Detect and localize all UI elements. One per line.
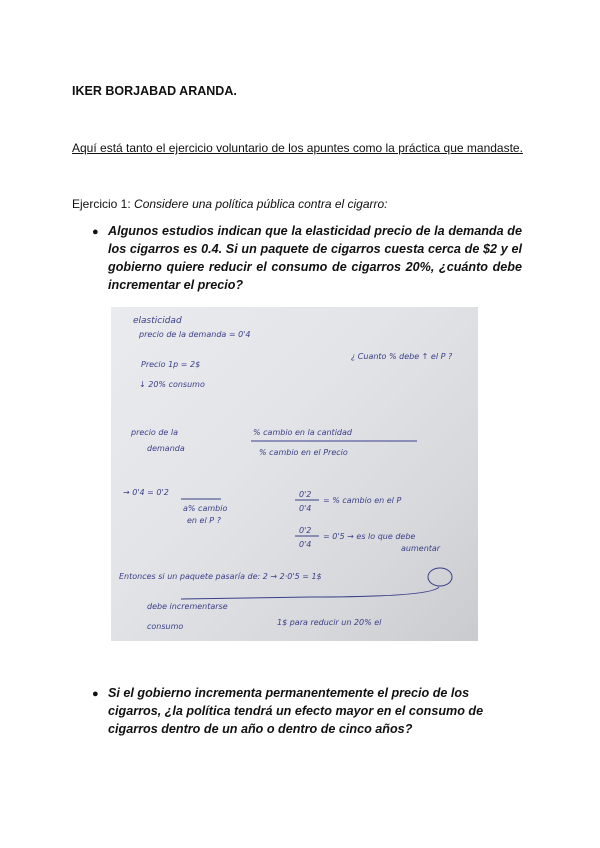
question-1: Algunos estudios indican que la elasticidad precio de la demanda de los cigarros es 0.4. Si un paquete de cigarros cuesta cerca de $2 y el gobierno quiere reducir el consumo de cigarros 20%, ¿cuánto debe incrementar el precio? bbox=[108, 224, 522, 292]
hw-line-01: elasticidad bbox=[133, 316, 182, 326]
handwritten-notes-photo bbox=[111, 307, 478, 641]
hw-line-14: 0'4 bbox=[299, 504, 312, 513]
author-name: IKER BORJABAD ARANDA. bbox=[72, 84, 237, 98]
hw-line-06: precio de la bbox=[131, 428, 179, 437]
hw-line-19: aumentar bbox=[401, 544, 441, 553]
hw-line-12: en el P ? bbox=[187, 516, 221, 525]
hw-line-15: = % cambio en el P bbox=[323, 496, 402, 505]
hw-line-16: 0'2 bbox=[299, 526, 312, 535]
hw-line-18: = 0'5 → es lo que debe bbox=[323, 532, 416, 541]
hw-line-04: ↓ 20% consumo bbox=[139, 380, 205, 389]
handwritten-notes-drawing bbox=[111, 307, 478, 641]
hw-line-11: a% cambio bbox=[183, 504, 228, 513]
hw-line-02: precio de la demanda = 0'4 bbox=[139, 330, 251, 339]
hw-line-05: ¿ Cuanto % debe ↑ el P ? bbox=[351, 352, 453, 361]
hw-line-09: % cambio en el Precio bbox=[259, 448, 348, 457]
bullet-icon: ● bbox=[92, 226, 99, 238]
hw-line-08: % cambio en la cantidad bbox=[253, 428, 352, 437]
intro-text: Aquí está tanto el ejercicio voluntario de los apuntes como la práctica que mandaste. bbox=[72, 141, 523, 155]
question-2: Si el gobierno incrementa permanentemente el precio de los cigarros, ¿la política tendrá un efecto mayor en el consumo de cigarros dentro de un año o dentro de cinco años? bbox=[108, 686, 484, 736]
hw-line-10: → 0'4 = 0'2 bbox=[123, 488, 169, 497]
hw-line-22: consumo bbox=[147, 622, 184, 631]
hw-line-23: 1$ para reducir un 20% el bbox=[277, 618, 382, 627]
hw-arrow-path bbox=[181, 587, 439, 599]
hw-line-21: debe incrementarse bbox=[147, 602, 228, 611]
exercise-heading bbox=[72, 197, 388, 211]
hw-line-20: Entonces si un paquete pasaría de: 2 → 2·0'5 = 1$ bbox=[119, 572, 322, 581]
hw-line-03: Precio 1p = 2$ bbox=[141, 360, 201, 369]
exercise-statement: Considere una política pública contra el cigarro: bbox=[134, 197, 388, 211]
exercise-title: Ejercicio 1 bbox=[72, 197, 128, 211]
exercise-separator: : bbox=[127, 197, 135, 211]
bullet-icon: ● bbox=[92, 688, 99, 700]
hw-circle-mark bbox=[428, 568, 452, 586]
hw-line-13: 0'2 bbox=[299, 490, 312, 499]
hw-line-07: demanda bbox=[147, 444, 185, 453]
hw-line-17: 0'4 bbox=[299, 540, 312, 549]
